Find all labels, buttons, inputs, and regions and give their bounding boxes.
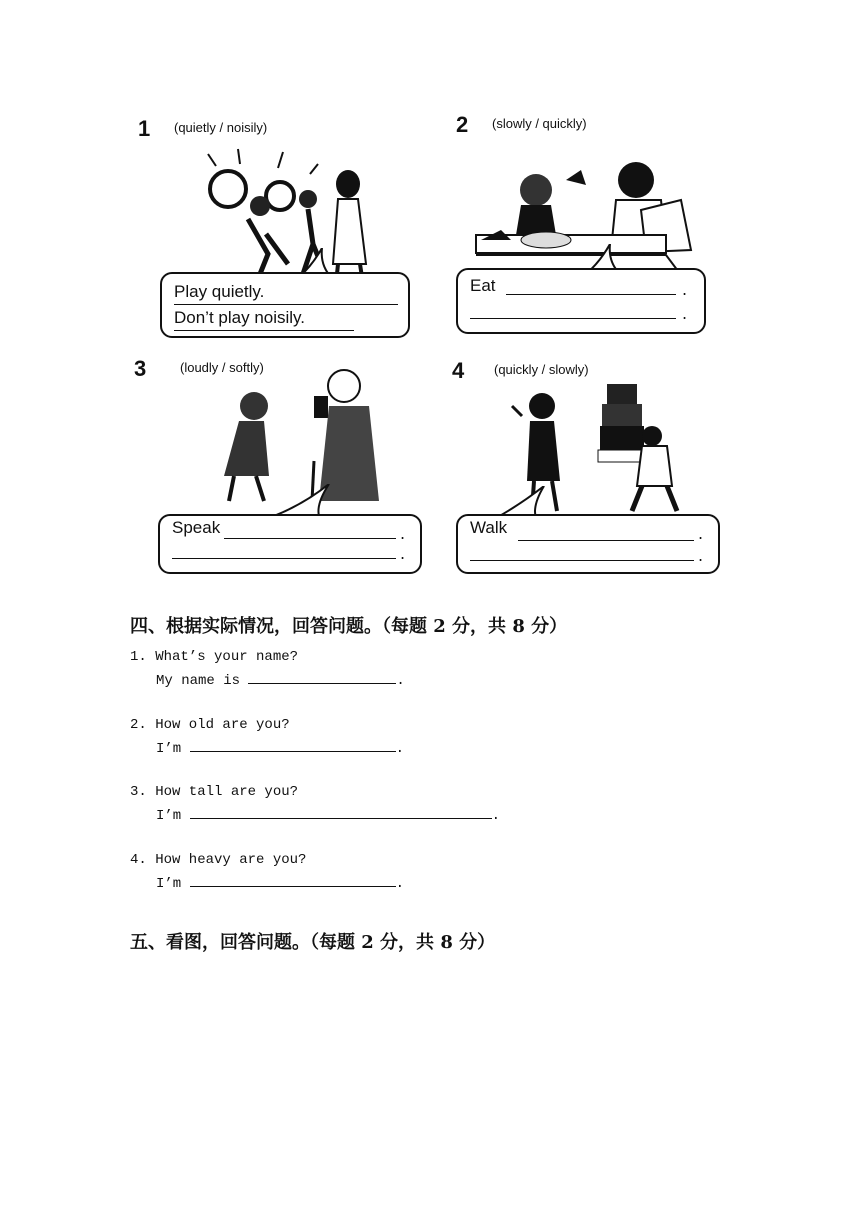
question-text: 4. How heavy are you? <box>130 852 307 868</box>
picture-panel-2 <box>456 112 726 347</box>
answer-period: . <box>698 524 704 543</box>
answer-period: . <box>698 546 704 565</box>
question-4 <box>130 849 404 896</box>
picture-panel-3 <box>134 356 424 591</box>
answer-period: . <box>400 544 406 563</box>
answer-blank <box>470 318 676 319</box>
panel-number: 2 <box>456 112 469 137</box>
answer-row <box>130 669 405 693</box>
answer-period: . <box>395 741 405 757</box>
speech-bubble <box>456 514 720 574</box>
question-text: 3. How tall are you? <box>130 784 299 800</box>
answer-row <box>130 737 404 761</box>
speech-bubble <box>158 514 422 574</box>
answer-line-1: Walk <box>470 518 508 537</box>
answer-blank <box>224 538 396 539</box>
answer-blank[interactable] <box>190 804 492 819</box>
dinner-table-illustration <box>466 140 696 280</box>
answer-period: . <box>396 673 405 689</box>
answer-prefix: My name is <box>156 673 241 689</box>
answer-prefix: I’m <box>156 741 182 757</box>
panel-number: 3 <box>134 356 147 381</box>
answer-rule <box>174 304 398 305</box>
answer-period: . <box>682 280 688 299</box>
panel-hint: (quietly / noisily) <box>174 120 268 135</box>
answer-period: . <box>400 524 406 543</box>
panel-hint: (quickly / slowly) <box>494 362 589 377</box>
question-text: 1. What’s your name? <box>130 649 299 665</box>
answer-prefix: I’m <box>156 876 182 892</box>
panel-hint: (slowly / quickly) <box>492 116 587 131</box>
panel-hint: (loudly / softly) <box>180 360 264 375</box>
answer-rule <box>174 330 354 331</box>
answer-period: . <box>395 876 405 892</box>
answer-line-1: Eat <box>470 276 496 295</box>
question-2 <box>130 714 404 761</box>
question-3 <box>130 781 500 828</box>
answer-blank[interactable] <box>190 872 396 887</box>
question-1 <box>130 646 405 693</box>
section-4-heading: 四、根据实际情况，回答问题。（每题 2 分，共 8 分） <box>130 616 568 637</box>
answer-period: . <box>682 304 688 323</box>
answer-row <box>130 872 404 896</box>
speech-bubble <box>160 272 410 338</box>
answer-blank <box>470 560 694 561</box>
question-text: 2. How old are you? <box>130 717 290 733</box>
answer-line-1: Speak <box>172 518 221 537</box>
answer-line-1: Play quietly. <box>174 282 265 301</box>
panel-number: 1 <box>138 116 151 141</box>
answer-blank[interactable] <box>248 669 396 684</box>
answer-blank[interactable] <box>190 737 396 752</box>
speech-bubble <box>456 268 706 334</box>
answer-prefix: I’m <box>156 808 182 824</box>
answer-blank <box>506 294 676 295</box>
speech-bubble-tail <box>274 484 334 516</box>
picture-panel-1 <box>138 116 413 351</box>
panel-number: 4 <box>452 358 465 383</box>
section-5-heading: 五、看图，回答问题。（每题 2 分，共 8 分） <box>130 932 496 953</box>
picture-panel-4 <box>452 358 722 593</box>
answer-line-2: Don’t play noisily. <box>174 308 306 327</box>
answer-period: . <box>491 808 501 824</box>
answer-blank <box>518 540 694 541</box>
answer-blank <box>172 558 396 559</box>
answer-row <box>130 804 500 828</box>
